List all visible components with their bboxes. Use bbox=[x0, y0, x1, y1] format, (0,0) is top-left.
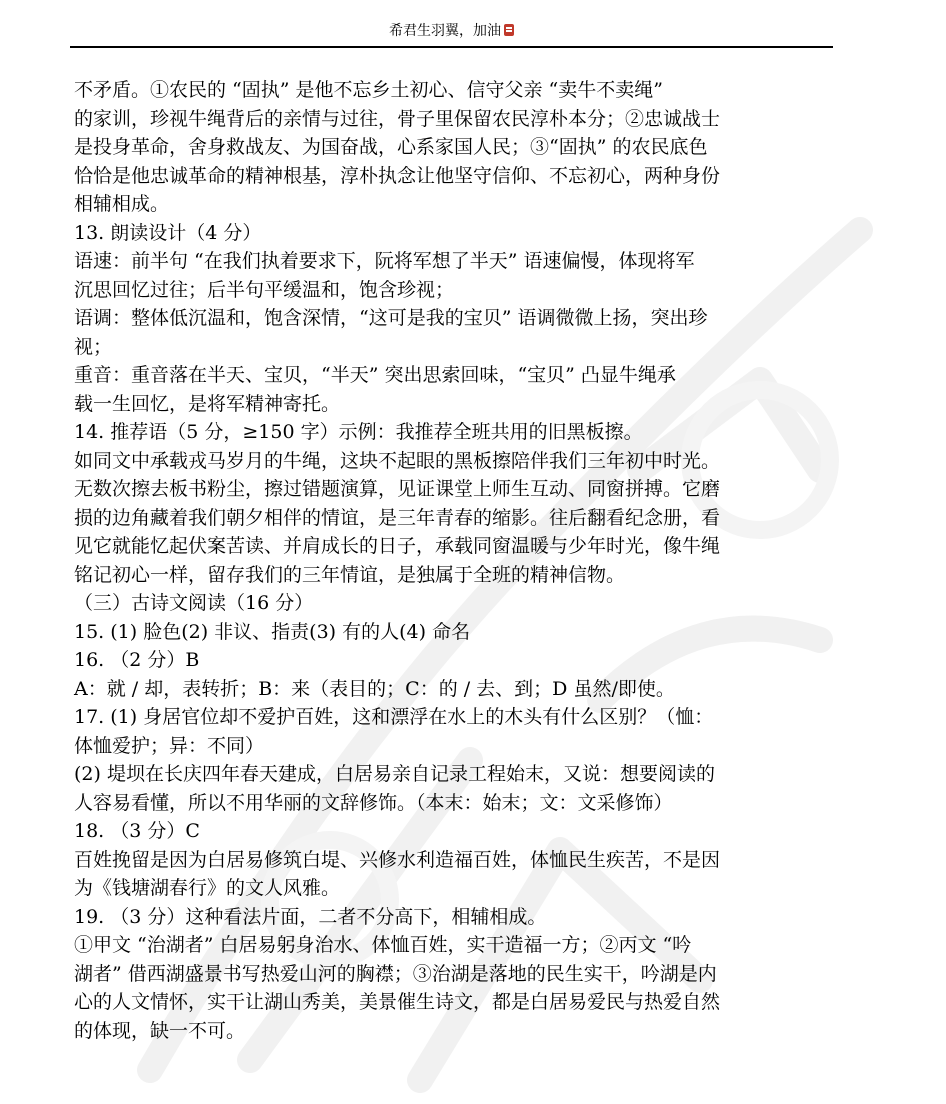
text-line: ①甲文 “治湖者” 白居易躬身治水、体恤百姓，实干造福一方；②丙文 “吟 bbox=[74, 934, 692, 956]
text-line: 恰恰是他忠诚革命的精神根基，淳朴执念让他坚守信仰、不忘初心，两种身份 bbox=[74, 164, 721, 187]
text-line: 人容易看懂，所以不用华丽的文辞修饰。（本末：始末；文：文采修饰） bbox=[74, 791, 673, 814]
text-line: 为《钱塘湖春行》的文人风雅。 bbox=[74, 877, 341, 899]
text-line: 语速：前半句 “在我们执着要求下，阮将军想了半天” 语速偏慢，体现将军 bbox=[74, 250, 695, 272]
text-line: 铭记初心一样，留存我们的三年情谊，是独属于全班的精神信物。 bbox=[74, 563, 626, 586]
text-line: 损的边角藏着我们朝夕相伴的情谊，是三年青春的缩影。往后翻看纪念册，看 bbox=[74, 506, 721, 529]
text-line: 重音：重音落在半天、宝贝，“半天” 突出思索回味，“宝贝” 凸显牛绳承 bbox=[74, 364, 676, 386]
section-heading: （三）古诗文阅读（16 分） bbox=[74, 592, 314, 614]
text-line: 体恤爱护；异：不同） bbox=[74, 734, 265, 757]
book-icon bbox=[504, 24, 514, 36]
question-14-heading: 14. 推荐语（5 分，≥150 字）示例：我推荐全班共用的旧黑板擦。 bbox=[74, 421, 643, 443]
text-line: 湖者” 借西湖盛景书写热爱山河的胸襟；③治湖是落地的民生实干，吟湖是内 bbox=[74, 962, 717, 985]
text-line: 载一生回忆，是将军精神寄托。 bbox=[74, 392, 341, 415]
question-16-heading: 16. （2 分）B bbox=[74, 649, 200, 671]
question-13-heading: 13. 朗读设计（4 分） bbox=[74, 221, 262, 244]
text-line: 如同文中承载戎马岁月的牛绳，这块不起眼的黑板擦陪伴我们三年初中时光。 bbox=[74, 449, 721, 472]
text-line: 沉思回忆过往；后半句平缓温和，饱含珍视； bbox=[74, 278, 455, 301]
question-15-answer: 15. (1) 脸色(2) 非议、指责(3) 有的人(4) 命名 bbox=[74, 620, 471, 643]
text-line: 不矛盾。①农民的 “固执” 是他不忘乡土初心、信守父亲 “卖牛不卖绳” bbox=[74, 79, 663, 101]
text-line: 是投身革命，舍身救战友、为国奋战，心系家国人民；③“固执” 的农民底色 bbox=[74, 136, 708, 158]
answer-content bbox=[74, 76, 846, 1045]
page-header bbox=[70, 20, 833, 48]
text-line: (2) 堤坝在长庆四年春天建成，白居易亲自记录工程始末，又说：想要阅读的 bbox=[74, 763, 715, 785]
text-line: 的家训，珍视牛绳背后的亲情与过往，骨子里保留农民淳朴本分；②忠诚战士 bbox=[74, 107, 721, 130]
question-17-heading: 17. (1) 身居官位却不爱护百姓，这和漂浮在水上的木头有什么区别？（恤： bbox=[74, 706, 714, 728]
text-line: 相辅相成。 bbox=[74, 193, 170, 215]
text-line: 无数次擦去板书粉尘，擦过错题演算，见证课堂上师生互动、同窗拼搏。它磨 bbox=[74, 478, 721, 500]
text-line: 语调：整体低沉温和，饱含深情，“这可是我的宝贝” 语调微微上扬，突出珍 bbox=[74, 307, 708, 329]
question-19-heading: 19. （3 分）这种看法片面，二者不分高下，相辅相成。 bbox=[74, 905, 547, 928]
question-18-heading: 18. （3 分）C bbox=[74, 820, 200, 842]
text-line: A：就 / 却，表转折；B：来（表目的；C：的 / 去、到；D 虽然/即使。 bbox=[74, 677, 675, 700]
text-line: 心的人文情怀，实干让湖山秀美，美景催生诗文，都是白居易爱民与热爱自然 bbox=[74, 991, 721, 1013]
text-line: 见它就能忆起伏案苦读、并肩成长的日子，承载同窗温暖与少年时光，像牛绳 bbox=[74, 535, 721, 557]
header-title: 希君生羽翼，加油 bbox=[389, 23, 501, 39]
text-line: 百姓挽留是因为白居易修筑白堤、兴修水利造福百姓，体恤民生疾苦，不是因 bbox=[74, 848, 721, 871]
text-line: 的体现，缺一不可。 bbox=[74, 1019, 246, 1042]
text-line: 视； bbox=[74, 335, 113, 358]
